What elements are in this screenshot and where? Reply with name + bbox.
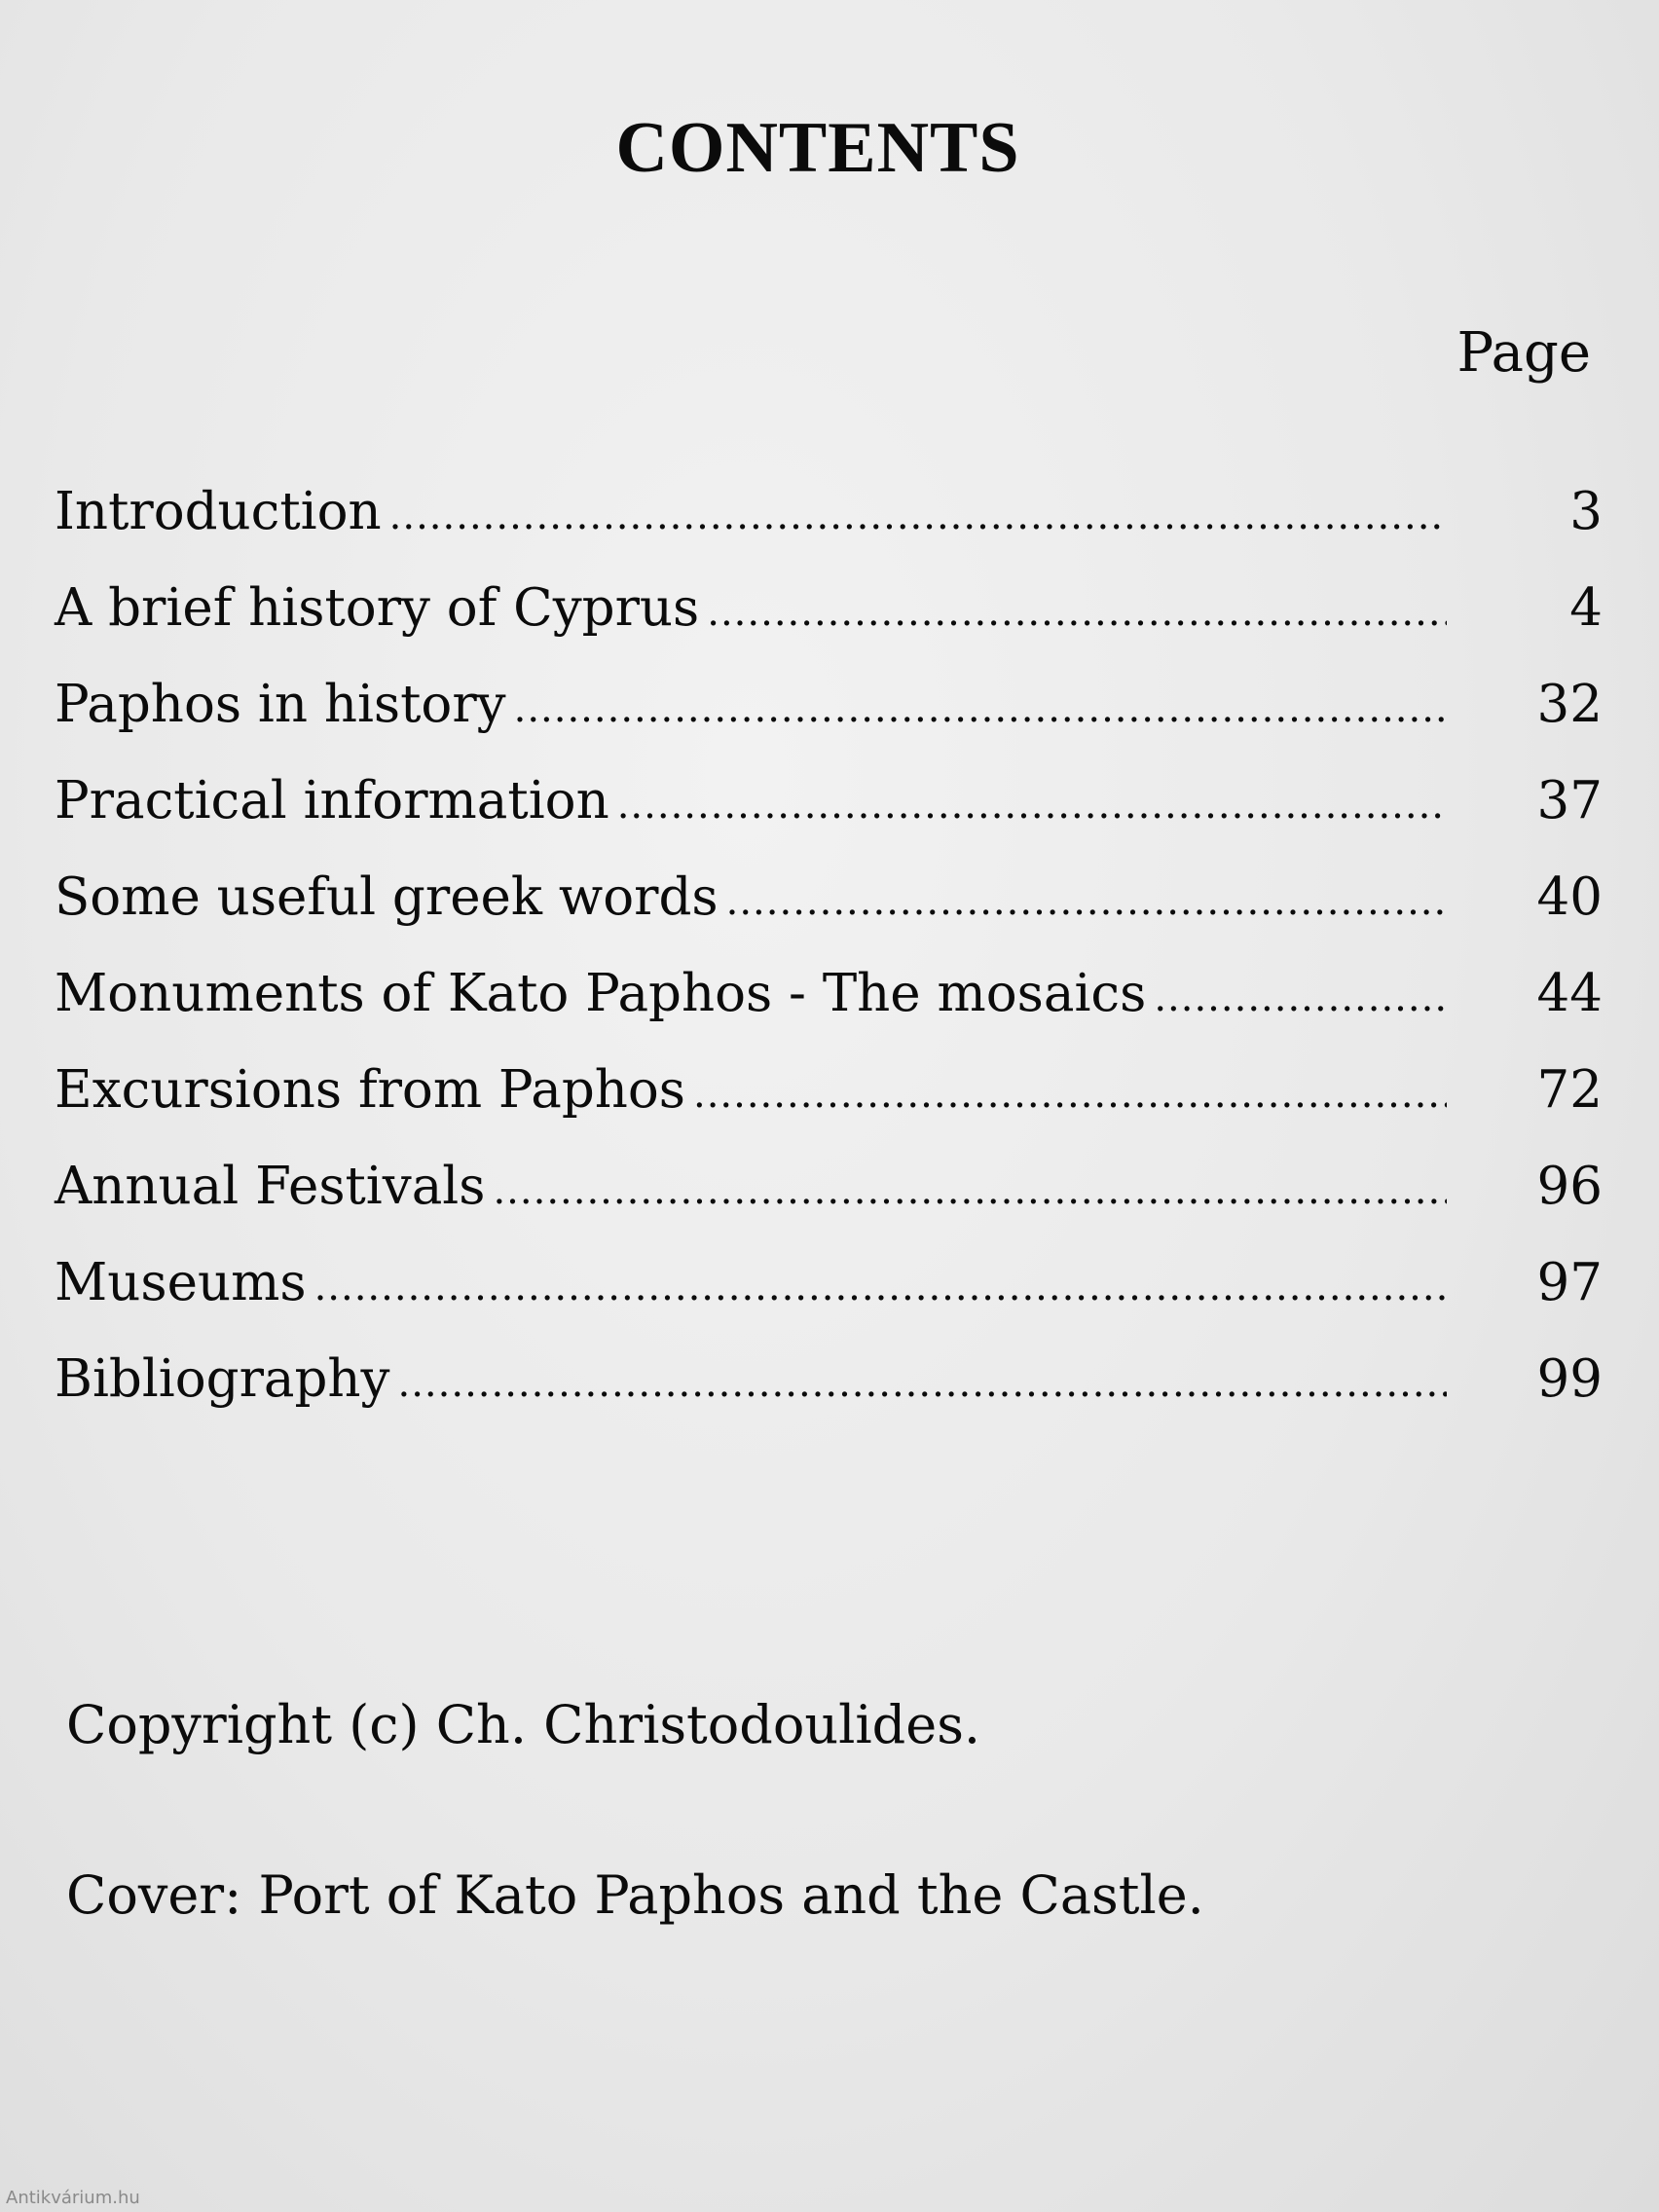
toc-entry-page: 40 [1536,867,1603,927]
toc-entry-label: Annual Festivals [55,1157,486,1216]
dot-leader [707,590,1447,635]
toc-entry-page: 96 [1536,1157,1603,1216]
toc-entry [55,482,1603,578]
toc-entry [55,578,1603,675]
toc-entry-page: 99 [1536,1349,1603,1409]
dot-leader [389,494,1447,538]
page-column-header: Page [1456,321,1591,385]
dot-leader [398,1361,1448,1406]
toc-entry-label: Museums [55,1253,307,1312]
toc-entry [55,1349,1603,1446]
toc-entry-page: 32 [1536,675,1603,734]
toc-entry [55,1157,1603,1253]
dot-leader [1154,976,1447,1020]
dot-leader [726,879,1447,924]
toc-entry-page: 72 [1536,1060,1603,1120]
toc-entry-page: 97 [1536,1253,1603,1312]
toc-entry-label: Practical information [55,771,609,830]
toc-entry-page: 37 [1536,771,1603,830]
page-title: CONTENTS [615,108,1020,188]
copyright-notice: Copyright (c) Ch. Christodoulides. [66,1694,981,1755]
toc-entry [55,1060,1603,1157]
dot-leader [693,1072,1447,1117]
toc-entry-label: Paphos in history [55,675,506,734]
toc-entry-page: 44 [1536,964,1603,1023]
watermark: Antikvárium.hu [6,2188,140,2208]
toc-entry-page: 3 [1569,482,1603,541]
toc-entry [55,771,1603,867]
toc-entry-label: Monuments of Kato Paphos - The mosaics [55,964,1147,1023]
dot-leader [314,1265,1447,1309]
toc-entry-label: Introduction [55,482,382,541]
toc-entry-label: Some useful greek words [55,867,719,927]
toc-entry [55,964,1603,1060]
cover-caption: Cover: Port of Kato Paphos and the Castle. [66,1864,1204,1926]
toc-entry [55,675,1603,771]
toc-entry-page: 4 [1569,578,1603,638]
dot-leader [617,783,1447,828]
table-of-contents [55,482,1603,1446]
toc-entry [55,1253,1603,1349]
toc-entry-label: A brief history of Cyprus [55,578,700,638]
dot-leader [493,1168,1447,1213]
dot-leader [514,686,1447,731]
toc-entry [55,867,1603,964]
toc-entry-label: Bibliography [55,1349,390,1409]
toc-entry-label: Excursions from Paphos [55,1060,685,1120]
